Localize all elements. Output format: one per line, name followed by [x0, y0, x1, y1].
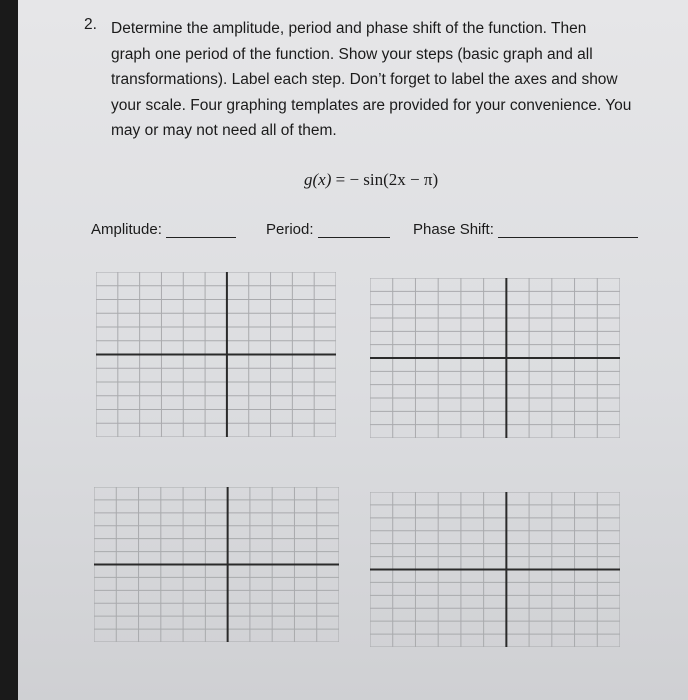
- prompt-line: your scale. Four graphing templates are provided for your convenience. You: [111, 96, 632, 114]
- amplitude-blank[interactable]: [166, 223, 236, 238]
- formula-lhs: g(x): [304, 170, 332, 189]
- phase-shift-answer: [413, 221, 638, 238]
- function-formula: [304, 170, 438, 190]
- formula-eq: =: [331, 170, 350, 189]
- prompt-line: may or may not need all of them.: [111, 122, 337, 139]
- question-prompt: [111, 16, 671, 144]
- phase-shift-label: Phase Shift:: [413, 221, 494, 238]
- phase-shift-blank[interactable]: [498, 223, 638, 238]
- graph-template-4[interactable]: [370, 492, 620, 647]
- period-blank[interactable]: [318, 223, 390, 238]
- worksheet-page: [18, 0, 688, 700]
- period-label: Period:: [266, 221, 314, 238]
- amplitude-answer: [91, 221, 236, 238]
- question-number: 2.: [84, 16, 97, 33]
- prompt-line: transformations). Label each step. Don’t forget to label the axes and show: [111, 71, 618, 88]
- graph-template-3[interactable]: [94, 487, 339, 642]
- amplitude-label: Amplitude:: [91, 221, 162, 238]
- prompt-line: graph one period of the function. Show your steps (basic graph and all: [111, 45, 593, 63]
- formula-rhs: − sin(2x − π): [349, 170, 439, 189]
- prompt-line: Determine the amplitude, period and phase shift of the function. Then: [111, 20, 587, 37]
- graph-template-2[interactable]: [370, 278, 620, 438]
- period-answer: [266, 221, 390, 238]
- graph-template-1[interactable]: [96, 272, 336, 437]
